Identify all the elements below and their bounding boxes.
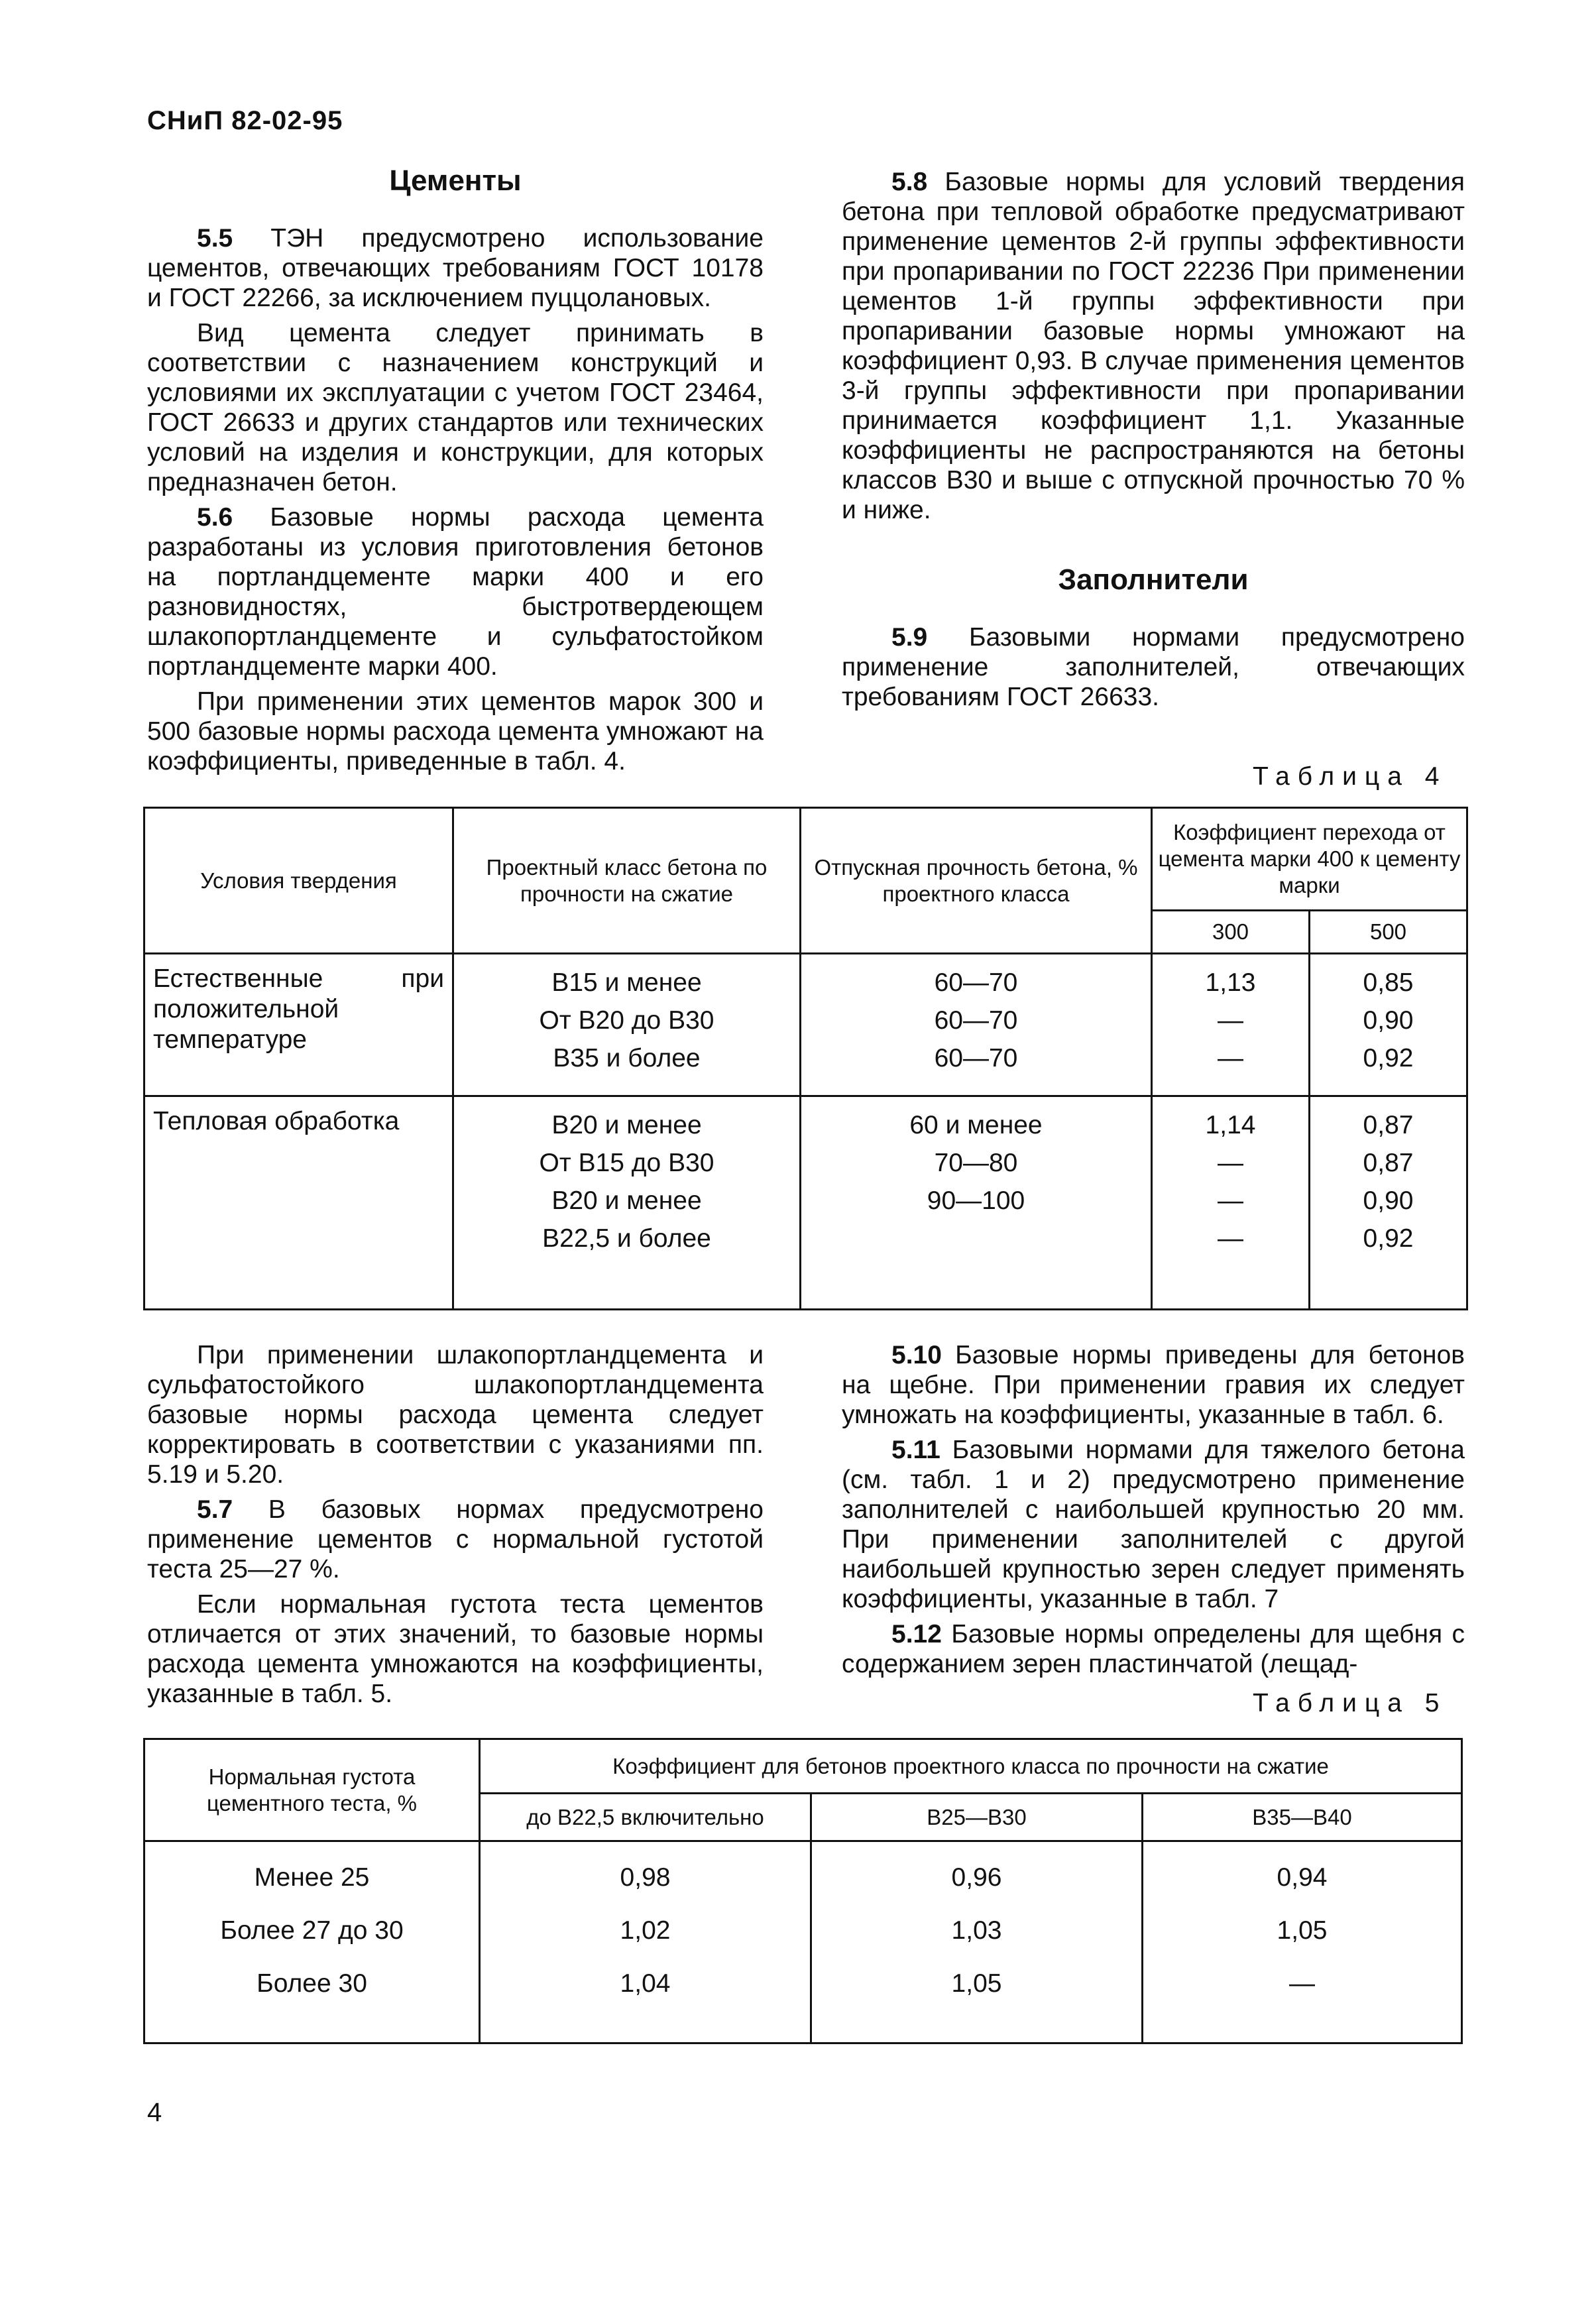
- clause-number: 5.11: [891, 1436, 940, 1464]
- cell-strength: [801, 954, 1152, 1096]
- table-5: [143, 1738, 1463, 2044]
- cell-value: 90—100: [927, 1186, 1025, 1215]
- cell-value: 70—80: [934, 1149, 1018, 1177]
- cell-value: 1,04: [620, 1969, 671, 1998]
- cell-classes: [453, 954, 801, 1096]
- cell-value: 0,87: [1363, 1149, 1414, 1177]
- clause-number: 5.10: [891, 1341, 942, 1369]
- left-column-top: [147, 166, 764, 781]
- section-heading-cements: Цементы: [389, 164, 522, 197]
- cell-coef-b25-b30: [811, 1841, 1143, 2043]
- table-4: [143, 807, 1468, 1310]
- cell-value: От В20 до В30: [539, 1006, 714, 1035]
- cell-value: —: [1218, 1224, 1243, 1253]
- paragraph-slag-cement: При применении шлакопортландцемента и сульфатостойкого шлакопортландцемента базовые нормы расхода цемента следует корректировать в соответствии с указаниями пп. 5.19 и 5.20.: [147, 1341, 764, 1489]
- table-row: [144, 1096, 1467, 1310]
- left-column-middle: [147, 1340, 764, 1714]
- paragraph-text: Базовыми нормами предусмотрено применение заполнителей, отвечающих требованиям ГОСТ 26633.: [842, 623, 1465, 711]
- cell-coef-b22-5: [480, 1841, 811, 2043]
- cell-value: От В15 до В30: [539, 1149, 714, 1177]
- cell-value: Более 27 до 30: [220, 1916, 404, 1945]
- cell-coef-500: [1310, 1096, 1467, 1310]
- cell-value: 0,85: [1363, 968, 1414, 997]
- cell-value: 0,98: [620, 1863, 671, 1892]
- cell-value: 0,96: [951, 1863, 1002, 1892]
- cell-value: —: [1289, 1969, 1315, 1998]
- cell-density: [144, 1841, 480, 2043]
- cell-value: 0,92: [1363, 1044, 1414, 1072]
- header-class-b35-b40: В35—В40: [1143, 1794, 1462, 1841]
- paragraph-5-7: [147, 1495, 764, 1584]
- paragraph-text: Базовые нормы расхода цемента разработаны из условия приготовления бетонов на портландцементе марки 400 и его разновидностях, быстротвердеющем шлакопортландцементе и сульфатостойком портландцементе марки 400.: [147, 503, 764, 681]
- cell-value: 60 и менее: [909, 1111, 1043, 1139]
- paragraph-cement-grades: При применении этих цементов марок 300 и 500 базовые нормы расхода цемента умножают на коэффициенты, приведенные в табл. 4.: [147, 687, 764, 776]
- cell-value: 1,05: [1277, 1916, 1328, 1945]
- cell-coef-500: [1310, 954, 1467, 1096]
- cell-value: В20 и менее: [551, 1111, 702, 1139]
- cell-value: —: [1218, 1186, 1243, 1215]
- cell-value: —: [1218, 1006, 1243, 1035]
- header-grade-300: 300: [1152, 911, 1310, 954]
- cell-coef-b35-b40: [1143, 1841, 1462, 2043]
- cell-value: 1,14: [1205, 1111, 1256, 1139]
- paragraph-5-9: [842, 622, 1465, 712]
- header-class-b22-5: до В22,5 включительно: [480, 1794, 811, 1841]
- header-transition-coefficient: Коэффициент перехода от цемента марки 400 к цементу марки: [1152, 808, 1467, 911]
- cell-value: В35 и более: [553, 1044, 701, 1072]
- cell-value: 60—70: [934, 1044, 1018, 1072]
- paragraph-cement-type: Вид цемента следует принимать в соответствии с назначением конструкций и условиями их эксплуатации с учетом ГОСТ 23464, ГОСТ 26633 и других стандартов или технических условий на изделия и конструкции, для которых предназначен бетон.: [147, 319, 764, 496]
- paragraph-text: В базовых нормах предусмотрено применение цементов с нормальной густотой теста 25—27 %.: [147, 1495, 764, 1583]
- cell-strength: [801, 1096, 1152, 1310]
- paragraph-text: ТЭН предусмотрено использование цементов, отвечающих требованиям ГОСТ 10178 и ГОСТ 22266, за исключением пуццолановых.: [147, 224, 764, 312]
- clause-number: 5.7: [197, 1495, 233, 1524]
- cell-coef-300: [1152, 1096, 1310, 1310]
- cell-value: 1,13: [1205, 968, 1256, 997]
- header-conditions: Условия твердения: [144, 808, 453, 954]
- document-code: СНиП 82-02-95: [147, 106, 343, 135]
- right-column-middle: [842, 1340, 1465, 1684]
- paragraph-paste-density: Если нормальная густота теста цементов отличается от этих значений, то базовые нормы расхода цемента умножаются на коэффициенты, указанные в табл. 5.: [147, 1590, 764, 1708]
- cell-value: 0,90: [1363, 1186, 1414, 1215]
- paragraph-text: Базовые нормы для условий твердения бетона при тепловой обработке предусматривают применение цементов 2-й группы эффективности при пропаривании по ГОСТ 22236 При применении цементов 1-й группы эффективности при пропаривании базовые нормы умножают на коэффициент 0,93. В случае применения цементов 3-й группы эффективности при пропаривании принимается коэффициент 1,1. Указанные коэффициенты не распространяются на бетоны классов В30 и выше с отпускной прочностью 70 % и ниже.: [842, 168, 1465, 524]
- section-heading-aggregates: Заполнители: [1058, 563, 1249, 596]
- cell-value: 60—70: [934, 968, 1018, 997]
- cell-value: 1,03: [951, 1916, 1002, 1945]
- cell-value: В15 и менее: [551, 968, 702, 997]
- table-row: [144, 954, 1467, 1096]
- cell-coef-300: [1152, 954, 1310, 1096]
- paragraph-5-10: [842, 1340, 1465, 1430]
- clause-number: 5.8: [891, 168, 928, 196]
- paragraph-text: Базовыми нормами для тяжелого бетона (см. табл. 1 и 2) предусмотрено применение заполнителей с наибольшей крупностью 20 мм. При применении заполнителей с другой наибольшей крупностью зерен следует применять коэффициенты, указанные в табл. 7: [842, 1436, 1465, 1613]
- cell-condition: Тепловая обработка: [144, 1096, 453, 1310]
- cell-condition: Естественные при положительной температуре: [144, 954, 453, 1096]
- cell-value: —: [1218, 1149, 1243, 1177]
- cell-value: —: [1218, 1044, 1243, 1072]
- table-5-caption: Таблица 5: [1253, 1689, 1448, 1717]
- cell-value: 0,92: [1363, 1224, 1414, 1253]
- page-number: 4: [147, 2098, 162, 2127]
- header-release-strength: Отпускная прочность бетона, % проектного класса: [801, 808, 1152, 954]
- cell-value: 60—70: [934, 1006, 1018, 1035]
- header-grade-500: 500: [1310, 911, 1467, 954]
- clause-number: 5.12: [891, 1620, 942, 1648]
- cell-value: В20 и менее: [551, 1186, 702, 1215]
- header-class-coefficient: Коэффициент для бетонов проектного класса по прочности на сжатие: [480, 1739, 1462, 1794]
- table-4-caption: Таблица 4: [1253, 762, 1448, 791]
- cell-value: В22,5 и более: [542, 1224, 711, 1253]
- right-column-top: [842, 167, 1465, 717]
- paragraph-5-8: [842, 167, 1465, 525]
- paragraph-5-6: [147, 502, 764, 681]
- clause-number: 5.9: [891, 623, 928, 652]
- paragraph-5-5: [147, 223, 764, 313]
- cell-value: 1,02: [620, 1916, 671, 1945]
- header-concrete-class: Проектный класс бетона по прочности на сжатие: [453, 808, 801, 954]
- header-class-b25-b30: В25—В30: [811, 1794, 1143, 1841]
- cell-value: 1,05: [951, 1969, 1002, 1998]
- cell-value: 0,90: [1363, 1006, 1414, 1035]
- header-paste-density: Нормальная густота цементного теста, %: [144, 1739, 480, 1841]
- paragraph-text: Базовые нормы определены для щебня с содержанием зерен пластинчатой (лещад-: [842, 1620, 1465, 1678]
- cell-value: Более 30: [256, 1969, 367, 1998]
- cell-value: 0,87: [1363, 1111, 1414, 1139]
- cell-value: 0,94: [1277, 1863, 1328, 1892]
- paragraph-5-11: [842, 1435, 1465, 1614]
- table-row: [144, 1841, 1462, 2043]
- paragraph-text: Базовые нормы приведены для бетонов на щебне. При применении гравия их следует умножать на коэффициенты, указанные в табл. 6.: [842, 1341, 1465, 1429]
- cell-value: Менее 25: [254, 1863, 370, 1892]
- paragraph-5-12: [842, 1619, 1465, 1679]
- clause-number: 5.6: [197, 503, 233, 532]
- clause-number: 5.5: [197, 224, 233, 253]
- cell-classes: [453, 1096, 801, 1310]
